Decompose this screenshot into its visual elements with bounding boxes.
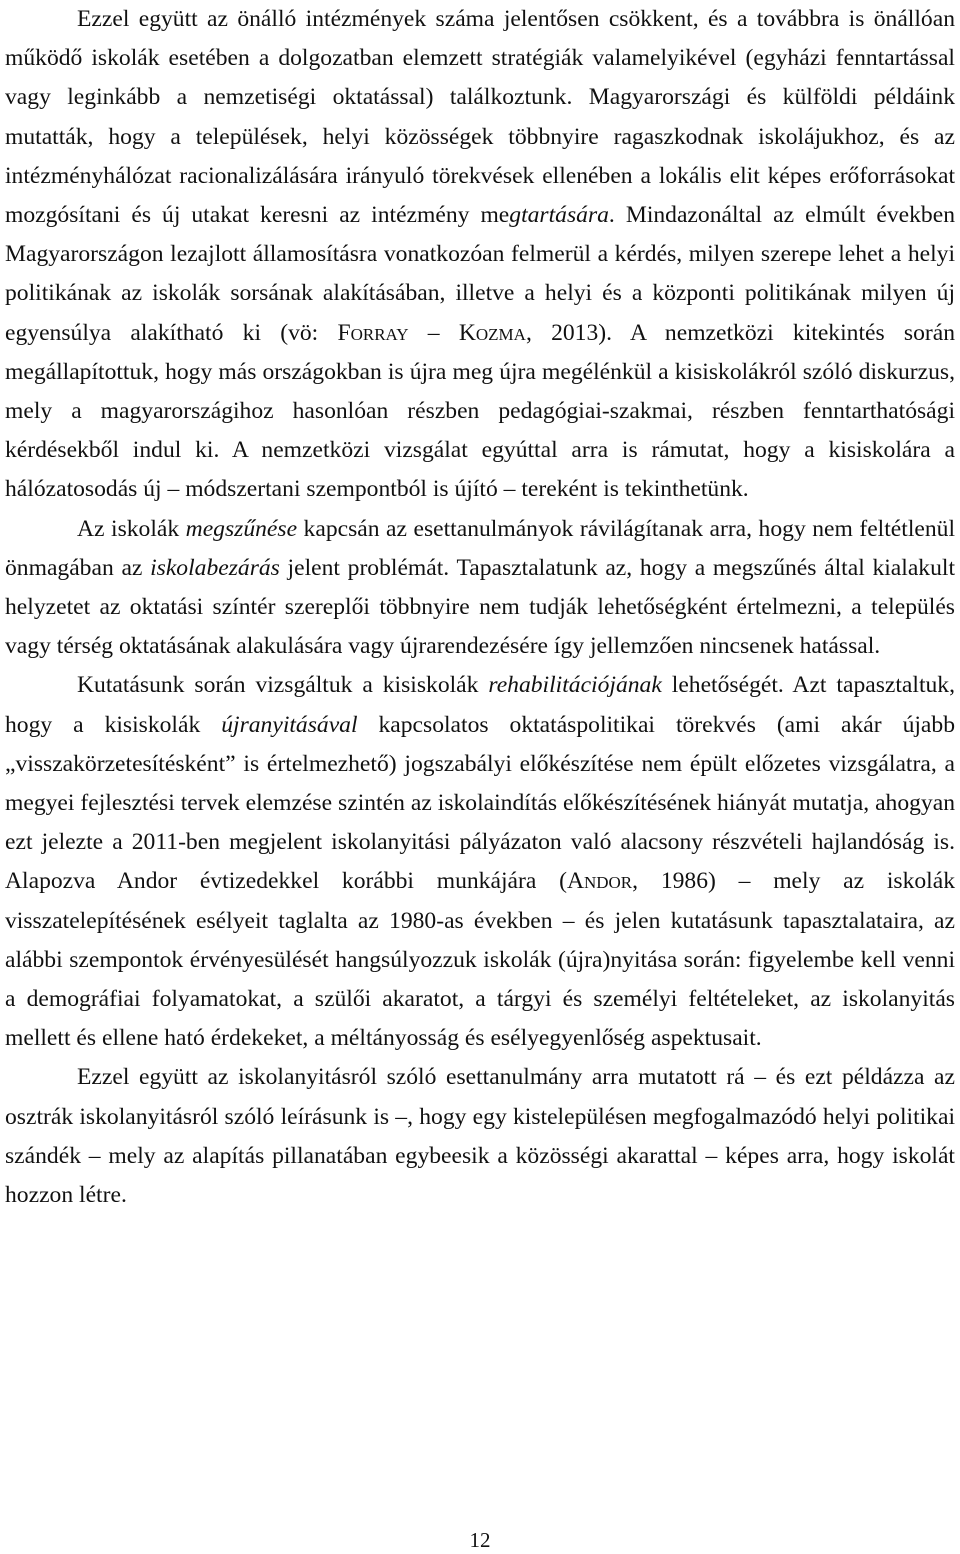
- italic-text-run: újranyitásával: [221, 711, 358, 738]
- text-run: , 1986) – mely az iskolák visszatelepítésének esélyeit taglalta az 1980-as években – és jelen kutatásunk tapasztalataira, az alábbi szempontok érvényesülését hangsúlyozzuk iskolák (újra)nyitása során: figyelembe kell venni a demográfiai folyamatokat, a szülői akaratot, a tárgyi és személyi feltételeket, az iskolanyitás mellett és ellene ható érdekeket, a méltányosság és esélyegyenlőség aspektusait.: [5, 868, 955, 1052]
- paragraph: [5, 510, 955, 667]
- paragraph: [5, 1058, 955, 1215]
- text-run: jelent problémát. Tapasztalatunk az, hogy a megszűnés által kialakult helyzetet az oktatási színtér szereplői többnyire nem tudják lehetőségként értelmezni, a település vagy térség oktatásának alakulására vagy újrarendezésére így jellemzően nincsenek hatással.: [5, 554, 955, 660]
- document-body: [5, 0, 955, 1215]
- italic-text-run: megszűnése: [185, 515, 298, 542]
- author-name: Forray: [337, 319, 409, 346]
- author-name: Andor: [566, 868, 633, 895]
- text-run: . Mindazonáltal az elmúlt években Magyarországon lezajlott államosításra vonatkozóan felmerül a kérdés, milyen szerepe lehet a helyi politikának az iskolák sorsának alakításában, illetve a helyi és a központi politikának milyen új egyensúlya alakítható ki (vö:: [5, 202, 955, 346]
- page-number: 12: [469, 1528, 491, 1552]
- italic-text-run: iskolabezárás: [150, 554, 280, 581]
- italic-text-run: rehabilitációjának: [488, 672, 662, 699]
- text-run: kapcsán az esettanulmányok rávilágítanak arra, hogy nem feltétlenül önmagában az: [5, 515, 955, 581]
- text-run: Ezzel együtt az iskolanyitásról szóló esettanulmány arra mutatott rá – és ezt példázza az osztrák iskolanyitásról szóló leírásunk is –, hogy egy kistelepülésen megfogalmazódó helyi politikai szándék – mely az alapítás pillanatában egybeesik a közösségi akarattal – képes arra, hogy iskolát hozzon létre.: [5, 1064, 955, 1209]
- text-run: kapcsolatos oktatáspolitikai törekvés (ami akár újabb „visszakörzetesítésként” is értelmezhető) jogszabályi előkészítése nem épült előzetes vizsgálatra, a megyei fejlesztési tervek elemzése szintén az iskolaindítás előkészítésének hiányát mutatja, ahogyan ezt jelezte a 2011-ben megjelent iskolanyitási pályázaton való alacsony részvételi hajlandóság is. Alapozva Andor évtizedekkel korábbi munkájára (: [5, 711, 955, 895]
- text-run: Az iskolák: [77, 515, 186, 542]
- italic-text-run: gtartására: [509, 202, 609, 229]
- text-run: , 2013). A nemzetközi kitekintés során megállapítottuk, hogy más országokban is újra meg újra megélénkül a kisiskolákról szóló diskurzus, mely a magyarországihoz hasonlóan részben pedagógiai-szakmai, részben fenntarthatósági kérdésekből indul ki. A nemzetközi vizsgálat egyúttal arra is rámutat, hogy a kisiskolára a hálózatosodás új – módszertani szempontból is újító – tereként is tekinthetünk.: [5, 319, 955, 503]
- paragraph: [5, 0, 955, 510]
- text-run: lehetőségét. Azt tapasztaltuk, hogy a kisiskolák: [5, 672, 956, 738]
- text-run: Kutatásunk során vizsgáltuk a kisiskolák: [77, 672, 489, 699]
- text-run: Magyarországi és külföldi példáink mutatták, hogy a települések, helyi közösségek többnyire ragaszkodnak iskolájukhoz, és az intézményhálózat racionalizálására irányuló törekvések ellenében a lokális elit képes erőforrásokat mozgósítani és új utakat keresni az intézmény me: [5, 84, 955, 229]
- paragraph: [5, 666, 955, 1058]
- text-run: –: [408, 319, 459, 346]
- text-run: Ezzel együtt az önálló intézmények száma jelentősen csökkent, és a továbbra is önállóan működő iskolák esetében a dolgozatban elemzett stratégiák valamelyikével (egyházi fenntartással vagy leginkább a nemzetiségi oktatással) találkoztunk.: [5, 6, 955, 111]
- author-name: Kozma: [458, 319, 526, 346]
